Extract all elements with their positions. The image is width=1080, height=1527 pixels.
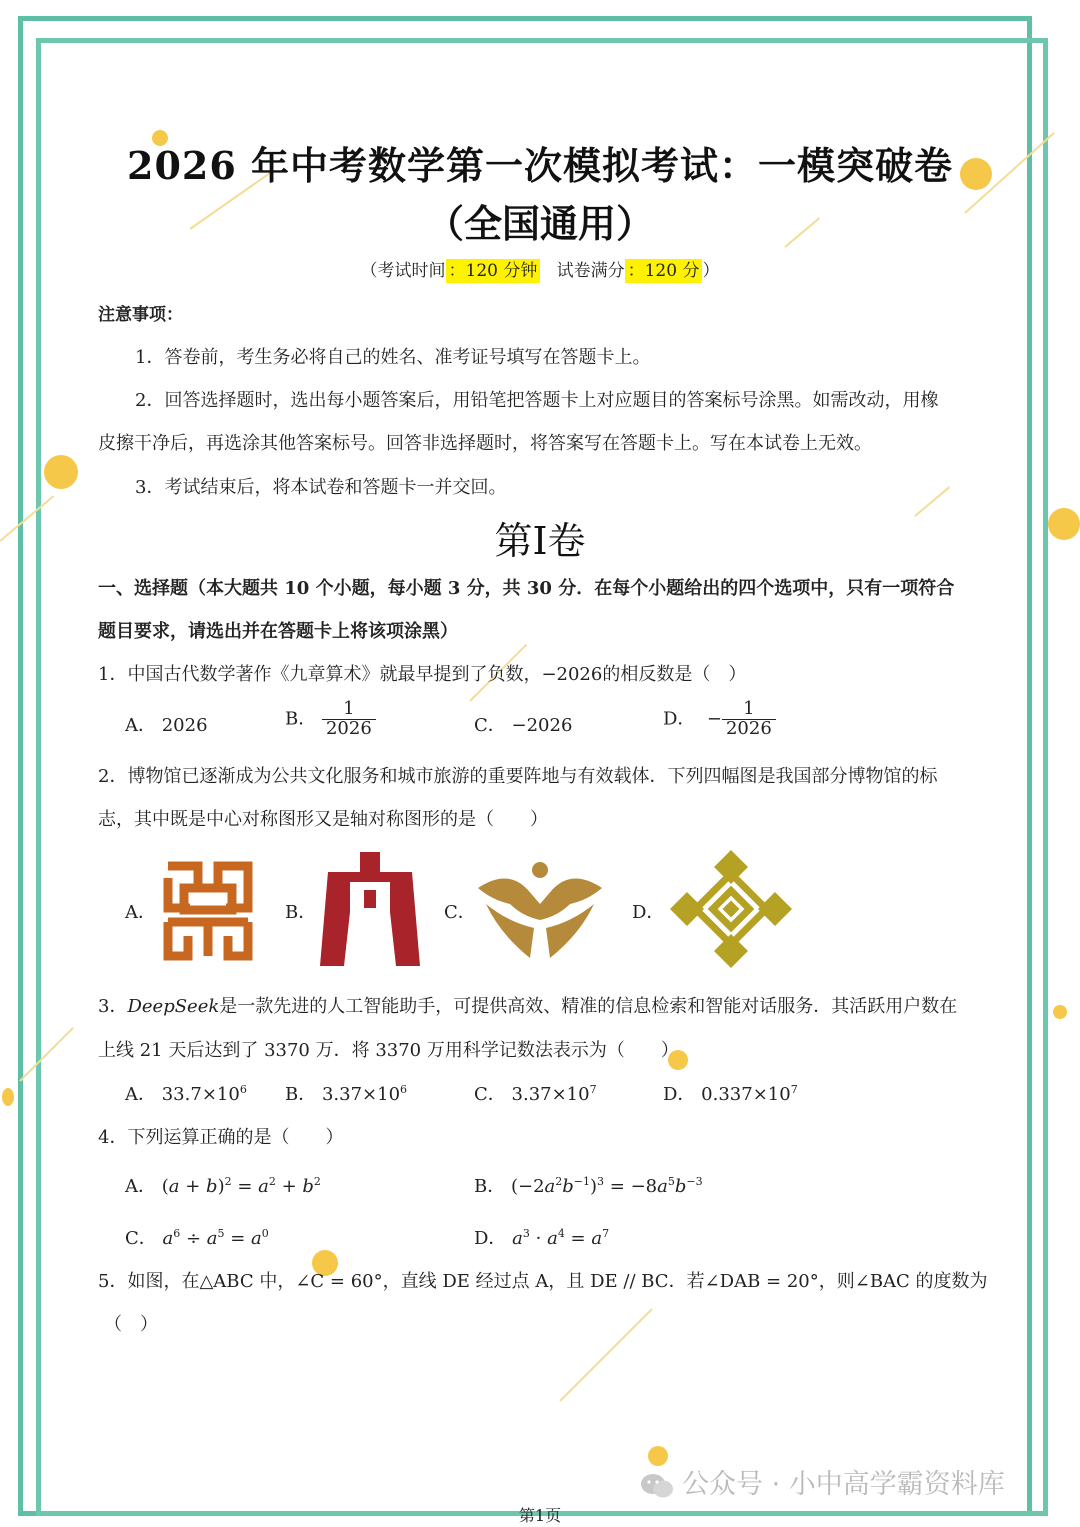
- q3-c-exp: 7: [589, 1083, 597, 1096]
- part1-instructions-line2: 题目要求，请选出并在答题卡上将该项涂黑）: [98, 621, 458, 642]
- q4-option-c[interactable]: [125, 1224, 269, 1250]
- notice-item-1: 1．答卷前，考生务必将自己的姓名、准考证号填写在答题卡上。: [135, 347, 651, 368]
- q1-c-label: C．: [474, 715, 506, 736]
- q3-brand: DeepSeek: [127, 996, 220, 1017]
- exam-subtitle: （全国通用）: [425, 201, 654, 246]
- q1-a-value: 2026: [161, 715, 208, 736]
- q1-d-sign: −: [706, 708, 722, 730]
- wechat-icon: [640, 1473, 674, 1499]
- q3-stem-rest: 是一款先进的人工智能助手，可提供高效、精准的信息检索和智能对话服务．其活跃用户数在: [219, 996, 958, 1017]
- time-label: （考试时间: [360, 261, 446, 281]
- decor-dot: [1053, 1005, 1067, 1019]
- q4-a-label: A．: [125, 1176, 156, 1197]
- q1-d-numerator: 1: [722, 700, 776, 720]
- q3-option-b[interactable]: [285, 1080, 407, 1106]
- q3-c-label: C．: [474, 1084, 506, 1105]
- time-value: ：120 分钟: [446, 259, 541, 283]
- q1-option-d[interactable]: [663, 700, 776, 739]
- q3-option-a[interactable]: [125, 1080, 247, 1106]
- q4-b-expression: $(-2a^2b^{-1})^3 = -8a^5b^{-3}$: [510, 1175, 703, 1197]
- q1-b-numerator: 1: [322, 700, 376, 720]
- q2-stem-line2: 志，其中既是中心对称图形又是轴对称图形的是（ ）: [98, 809, 548, 830]
- decor-dot: [44, 455, 78, 489]
- q1-option-b[interactable]: [285, 700, 376, 739]
- q1-d-denominator: 2026: [725, 717, 772, 739]
- notice-item-2-line1: 2．回答选择题时，选出每小题答案后，用铅笔把答题卡上对应题目的答案标号涂黑。如需改动，用橡: [135, 390, 939, 411]
- q3-option-c[interactable]: [474, 1080, 597, 1106]
- score-value: ：120 分: [625, 259, 703, 283]
- q3-d-base: 0.337×10: [701, 1084, 791, 1105]
- q3-d-exp: 7: [790, 1083, 798, 1096]
- q2-d-label[interactable]: D．: [632, 902, 665, 923]
- q4-option-d[interactable]: [474, 1224, 609, 1250]
- q3-b-base: 3.37×10: [321, 1084, 401, 1105]
- notice-item-2-line2: 皮擦干净后，再选涂其他答案标号。回答非选择题时，将答案写在答题卡上。写在本试卷上无效。: [98, 433, 872, 454]
- q1-b-fraction: [322, 700, 376, 739]
- q3-stem-line2: 上线 21 天后达到了 3370 万．将 3370 万用科学记数法表示为（ ）: [98, 1040, 679, 1061]
- q3-c-base: 3.37×10: [511, 1084, 590, 1105]
- q4-d-label: D．: [474, 1228, 507, 1249]
- section-title: 第I卷: [494, 519, 586, 563]
- q1-b-denominator: 2026: [325, 717, 372, 739]
- q3-b-exp: 6: [400, 1083, 408, 1096]
- q4-option-b[interactable]: [474, 1172, 703, 1198]
- q1-option-c[interactable]: [474, 711, 572, 737]
- page-number: 第1页: [518, 1506, 562, 1525]
- exam-info: [0, 256, 1080, 281]
- q5-stem-line2: （ ）: [104, 1314, 158, 1335]
- q1-a-label: A．: [125, 715, 156, 736]
- q1-d-label: D．: [663, 708, 696, 730]
- q1-option-a[interactable]: [125, 711, 208, 737]
- q3-d-label: D．: [663, 1084, 696, 1105]
- q4-option-a[interactable]: [125, 1172, 321, 1198]
- museum-logo-d-icon: [670, 850, 792, 968]
- q3-a-label: A．: [125, 1084, 156, 1105]
- q3-a-base: 33.7×10: [161, 1084, 240, 1105]
- q3-number: 3．: [98, 996, 128, 1017]
- part1-instructions-line1: 一、选择题（本大题共 10 个小题，每小题 3 分，共 30 分．在每个小题给出的四个选项中，只有一项符合: [98, 578, 955, 599]
- q1-d-fraction: [722, 700, 776, 739]
- q3-b-label: B．: [285, 1084, 317, 1105]
- q2-b-label[interactable]: B．: [285, 902, 317, 923]
- q5-stem-line1: 5．如图，在△ABC 中，∠C = 60°，直线 DE 经过点 A，且 DE // BC．若∠DAB = 20°，则∠BAC 的度数为: [98, 1271, 988, 1292]
- q4-stem: 4．下列运算正确的是（ ）: [98, 1127, 344, 1148]
- q2-a-label[interactable]: A．: [125, 902, 156, 923]
- notice-heading: 注意事项：: [98, 305, 183, 325]
- score-label: 试卷满分: [556, 261, 625, 281]
- watermark-text: 公众号 · 小中高学霸资料库: [682, 1469, 1005, 1500]
- q4-b-label: B．: [474, 1176, 506, 1197]
- museum-logo-c-icon: [478, 860, 602, 958]
- museum-logo-b-icon: [320, 852, 420, 966]
- notice-item-3: 3．考试结束后，将本试卷和答题卡一并交回。: [135, 477, 507, 498]
- q1-b-label: B．: [285, 708, 317, 730]
- q2-c-label[interactable]: C．: [444, 902, 476, 923]
- q3-stem-line1: [98, 992, 957, 1018]
- q3-a-exp: 6: [239, 1083, 247, 1096]
- info-close: ）: [702, 261, 720, 281]
- q3-option-d[interactable]: [663, 1080, 798, 1106]
- q2-stem-line1: 2．博物馆已逐渐成为公共文化服务和城市旅游的重要阵地与有效载体．下列四幅图是我国部分博物馆的标: [98, 766, 938, 787]
- watermark: [640, 1462, 1005, 1501]
- q1-c-value: −2026: [511, 715, 573, 736]
- exam-title: 2026 年中考数学第一次模拟考试：一模突破卷: [127, 143, 953, 188]
- museum-logo-a-icon: [160, 858, 256, 962]
- decor-dot: [2, 1088, 14, 1106]
- q4-c-expression: $a^6 \div a^5 = a^0$: [162, 1227, 269, 1249]
- q1-stem: 1．中国古代数学著作《九章算术》就最早提到了负数，−2026的相反数是（ ）: [98, 664, 747, 685]
- q4-d-expression: $a^3 \cdot a^4 = a^7$: [512, 1227, 610, 1249]
- q4-c-label: C．: [125, 1228, 157, 1249]
- q4-a-expression: $(a + b)^2 = a^2 + b^2$: [161, 1175, 321, 1197]
